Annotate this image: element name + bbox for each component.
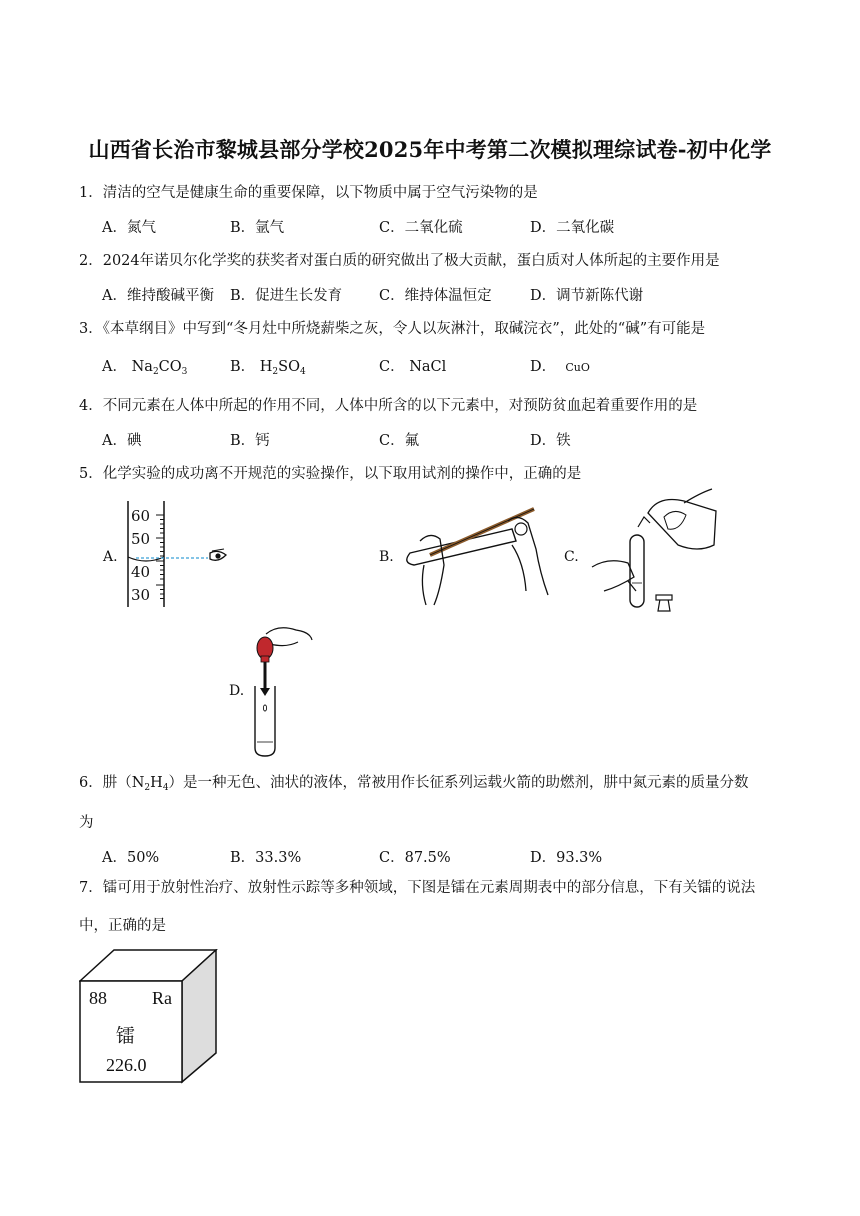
q2-option-a: A．维持酸碱平衡	[102, 288, 214, 304]
element-name: 镭	[116, 1025, 136, 1047]
element-atomic-mass: 226.0	[106, 1055, 147, 1075]
question-7-stem: 7．镭可用于放射性治疗、放射性示踪等多种领域，下图是镭在元素周期表中的部分信息，下有关镭的说法中，正确的是	[79, 880, 756, 934]
cylinder-tick-30: 30	[131, 586, 151, 604]
q4-option-d: D．铁	[530, 433, 571, 449]
q5-label-a: A.	[103, 549, 118, 565]
element-symbol: Ra	[152, 988, 172, 1008]
q6-option-b: B．33.3%	[230, 850, 302, 866]
question-1-stem: 1．清洁的空气是健康生命的重要保障，以下物质中属于空气污染物的是	[79, 185, 538, 201]
q4-option-a: A．碘	[102, 433, 142, 449]
figure-d-dropper	[248, 622, 318, 760]
q3-option-a: A． $Na_2CO_3$	[102, 359, 188, 377]
q2-option-d: D．调节新陈代谢	[530, 288, 644, 304]
q3-option-d: D． CuO	[530, 359, 590, 375]
q1-option-a: A．氮气	[102, 220, 156, 236]
q1-option-d: D．二氧化碳	[530, 220, 615, 236]
figure-b-test-tube-hands	[400, 495, 555, 610]
q5-label-d: D.	[229, 683, 245, 699]
q2-option-b: B．促进生长发育	[230, 288, 343, 304]
element-atomic-number: 88	[89, 988, 107, 1008]
q3-option-b: B． $H_2SO_4$	[230, 359, 306, 377]
q5-label-b: B.	[379, 549, 394, 565]
question-4-stem: 4．不同元素在人体中所起的作用不同，人体中所含的以下元素中，对预防贫血起着重要作用的是	[79, 398, 698, 414]
question-3-stem: 3．《本草纲目》中写到“冬月灶中所烧薪柴之灰，令人以灰淋汁，取碱浣衣”，此处的“碱”有可能是	[79, 321, 706, 337]
question-5-stem: 5．化学实验的成功离不开规范的实验操作，以下取用试剂的操作中，正确的是	[79, 466, 582, 482]
q1-option-b: B．氩气	[230, 220, 285, 236]
q5-label-c: C.	[564, 549, 579, 565]
figure-c-pouring-liquid	[588, 487, 723, 622]
q4-option-b: B．钙	[230, 433, 270, 449]
q2-option-c: C．维持体温恒定	[379, 288, 492, 304]
cylinder-tick-50: 50	[131, 530, 151, 548]
q6-option-d: D．93.3%	[530, 850, 603, 866]
q4-option-c: C．氟	[379, 433, 420, 449]
cylinder-tick-40: 40	[131, 563, 151, 581]
q6-option-a: A．50%	[102, 850, 160, 866]
q1-option-c: C．二氧化硫	[379, 220, 463, 236]
question-2-stem: 2．2024年诺贝尔化学奖的获奖者对蛋白质的研究做出了极大贡献，蛋白质对人体所起的主要作用是	[79, 253, 720, 269]
page-title: 山西省长治市黎城县部分学校2025年中考第二次模拟理综试卷-初中化学	[88, 137, 772, 162]
cylinder-tick-60: 60	[131, 507, 151, 525]
question-6-stem: 6．肼$(N_2H_4)$是一种无色、油状的液体，常被用作长征系列运载火箭的助燃剂，肼中氮元素的质量分数	[79, 775, 749, 793]
q3-option-c: C． NaCl	[379, 359, 447, 375]
element-cube-radium	[79, 949, 219, 1084]
question-6-stem-continuation: 为	[79, 815, 94, 831]
q6-option-c: C．87.5%	[379, 850, 451, 866]
